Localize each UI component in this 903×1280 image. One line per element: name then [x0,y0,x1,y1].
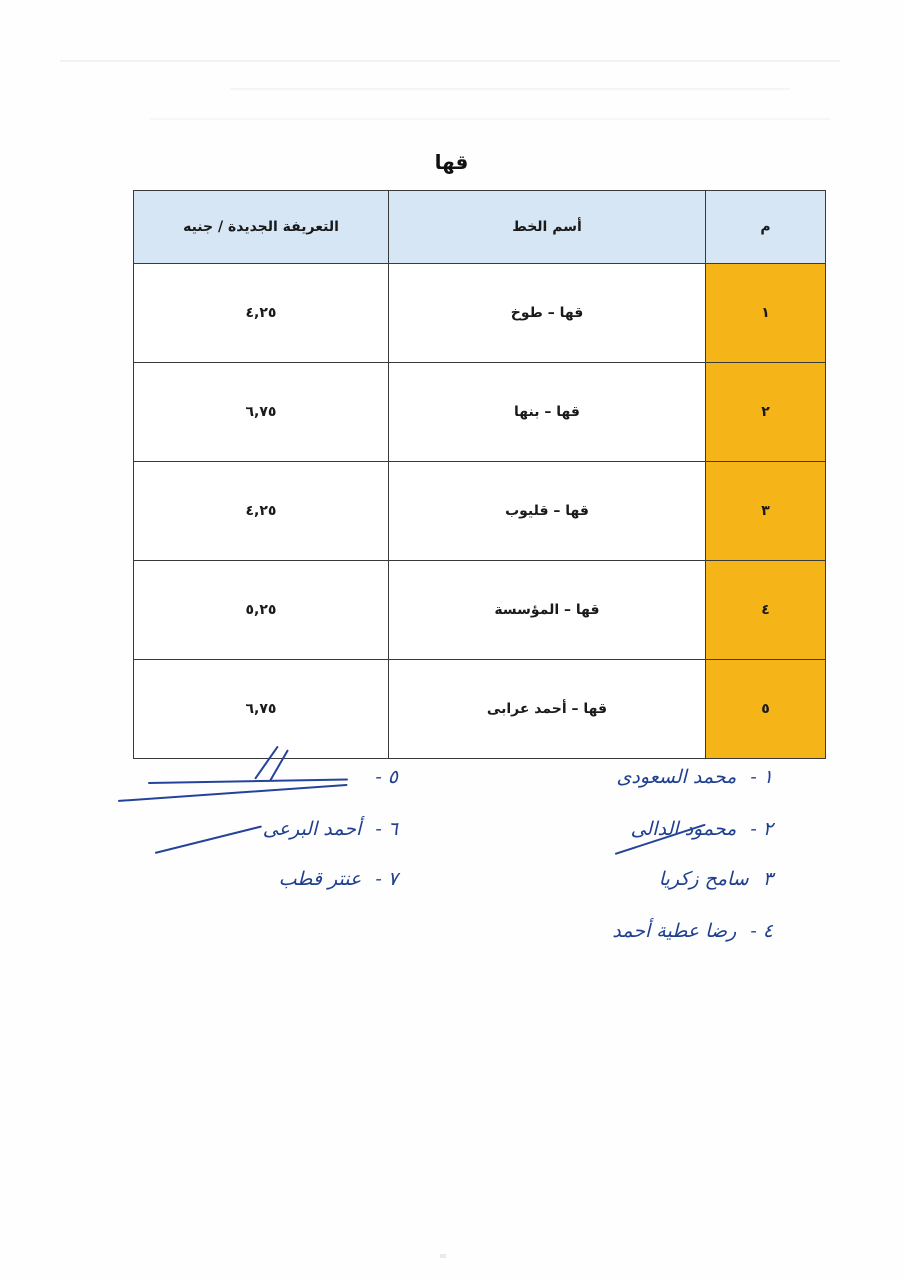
table-row [134,264,826,363]
signature-number: ٥ - [375,766,398,788]
table-row [134,561,826,660]
signature-7 [279,868,398,890]
signature-name: محمد السعودى [616,766,737,788]
signature-number: ٢ - [750,818,773,840]
signature-5-stroke [148,779,348,784]
signature-2 [631,818,773,840]
row-fare: ٤,٢٥ [134,462,389,561]
signature-1 [616,766,773,788]
row-line-name: قها – بنها [389,363,706,462]
row-fare: ٦,٧٥ [134,660,389,759]
row-fare: ٥,٢٥ [134,561,389,660]
header-line-name: أسم الخط [389,191,706,264]
row-index: ٥ [706,660,826,759]
signature-6-stroke [155,825,262,854]
fares-table [133,190,826,759]
signature-name: رضا عطية أحمد [612,920,737,942]
document-title: قها [434,150,469,174]
row-line-name: قها – أحمد عرابى [389,660,706,759]
row-index: ٤ [706,561,826,660]
signature-name: أحمد البرعى [262,818,362,840]
header-new-fare: التعريفة الجديدة / جنيه [134,191,389,264]
scan-artifact [440,1254,446,1258]
signature-number: ٣ [762,868,773,890]
signature-3 [659,868,773,890]
scan-show-through [230,88,790,90]
row-index: ٣ [706,462,826,561]
signature-5 [367,766,398,788]
scan-show-through [60,60,840,62]
header-index: م [706,191,826,264]
signature-number: ٧ - [375,868,398,890]
table-header-row [134,191,826,264]
signature-6 [263,818,398,840]
row-line-name: قها – طوخ [389,264,706,363]
signatures-block [0,760,903,980]
row-line-name: قها – المؤسسة [389,561,706,660]
signature-number: ١ - [750,766,773,788]
table-row [134,462,826,561]
row-line-name: قها – قليوب [389,462,706,561]
signature-name: محمود الدالى [630,818,737,840]
signature-name: سامح زكريا [658,868,749,890]
row-fare: ٦,٧٥ [134,363,389,462]
scan-show-through [150,118,830,120]
signature-5-stroke [118,784,348,802]
table-row [134,660,826,759]
table-row [134,363,826,462]
signature-number: ٦ - [375,818,398,840]
signature-number: ٤ - [750,920,773,942]
row-fare: ٤,٢٥ [134,264,389,363]
row-index: ٢ [706,363,826,462]
signature-4 [612,920,773,942]
signature-name: عنتر قطب [278,868,362,890]
row-index: ١ [706,264,826,363]
